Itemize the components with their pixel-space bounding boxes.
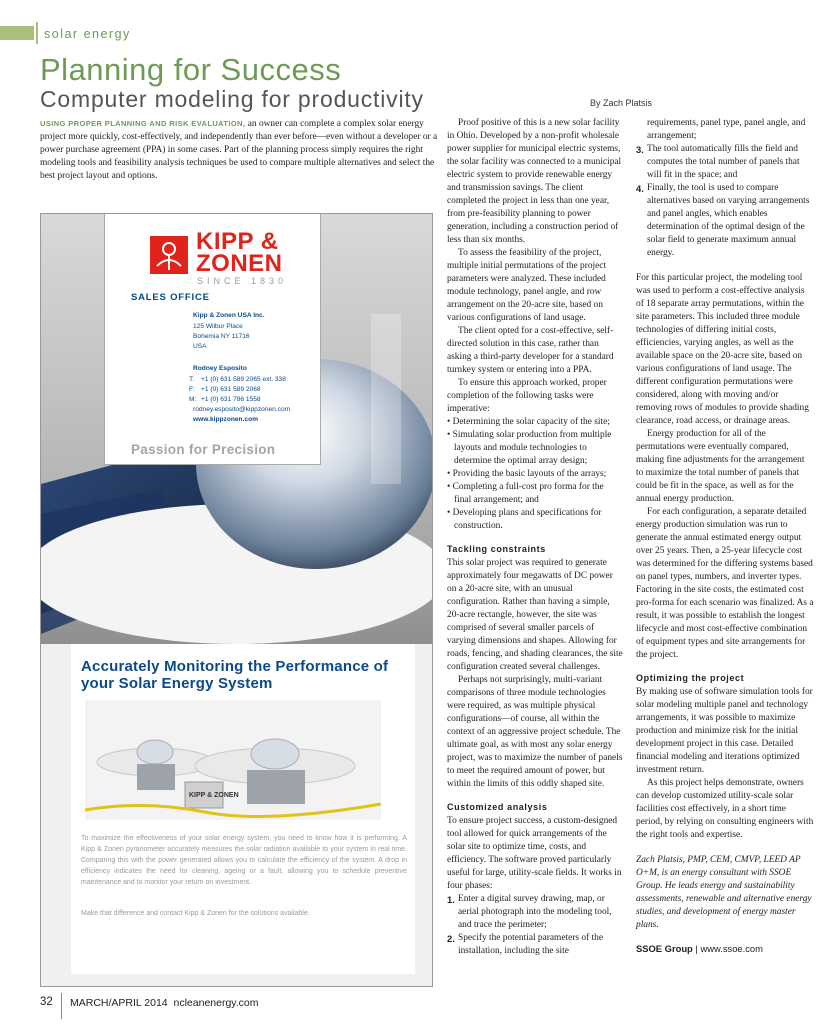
paragraph: By making use of software simulation tools for solar modeling multiple panel and technology arrangements, it was possible to maximize production and minimize risk for the initial development project in this case. Detailed financial modeling and iterations optimized investment return.: [636, 687, 813, 775]
paragraph: To assess the feasibility of the project, multiple initial permutations of the project parameters were analyzed. These included module technology, panel angle, and row arrangement on the 20-acre site, based on various configurations of land usage.: [447, 248, 607, 323]
intro-text: an owner can complete a complex solar energy project more quickly, cost-effectively, and independently than ever before—even without a developer or a power purchase agreement (PPA) in some cases. Part of the planning process simply requires the right modeling tools and feasibility analysis techniques be used to compare multiple alternatives and select the best project layout and options.: [40, 119, 438, 181]
ad-body-text: To maximize the effectiveness of your solar energy system, you need to know how it is performing. A Kipp & Zonen pyranometer accurately measures the solar radiation available to your system in real time. Comparing this with the power generated allows you to calculate the efficiency of the system. A drop in efficiency indicates the need for cleaning, ageing or a fault, allowing you to schedule preventive maintenance and to monitor your return on investment.: [81, 835, 407, 886]
ad-headline: Accurately Monitoring the Performance of your Solar Energy System: [81, 658, 389, 692]
logo-wordmark-line2: ZONEN: [196, 250, 283, 277]
footer-rule: [61, 993, 62, 1019]
phase-list-continued: [636, 117, 814, 260]
phone-number: +1 (0) 631 589 2065 ext. 338: [201, 376, 286, 383]
section-rule: [36, 22, 38, 44]
section-label: solar energy: [44, 27, 131, 41]
list-item: • Developing plans and specifications for construction.: [447, 508, 602, 531]
paragraph: To ensure project success, a custom-designed tool allowed for quick arrangements of the solar site to optimize time, costs, and efficiency. The software proved particularly useful for large, utility-scale fields. It works in four phases:: [447, 816, 622, 891]
office-company: Kipp & Zonen USA Inc.: [193, 312, 265, 319]
article-column-3: [636, 117, 814, 955]
article-column-2: [447, 117, 623, 958]
separator: |: [692, 943, 701, 954]
list-item: [636, 182, 814, 260]
task-list: [447, 416, 623, 533]
paragraph: The client opted for a cost-effective, self-directed solution in this case, rather than asking a third-party developer for a standard turnkey system or entering into a PPA.: [447, 326, 614, 375]
paragraph: For each configuration, a separate detailed energy production simulation was run to generate the annual estimated energy output over 25 years. Then, a 25-year lifecycle cost was determined for the differing systems based on panel types, numbers, and inverter types. Factoring in the site costs, the estimated cost pro-forma for each scenario was finalized. As a result, it was possible to establish the longest lifecycle and most cost-effective combination of equipment types and site arrangements for the project.: [636, 507, 814, 660]
product-label: KIPP & ZONEN: [189, 792, 239, 799]
step-number: 3.: [636, 144, 644, 155]
fax-label: F:: [189, 386, 195, 393]
company-name: SSOE Group: [636, 943, 693, 954]
intro-lead: USING PROPER PLANNING AND RISK EVALUATION,: [40, 119, 246, 128]
article-title: Planning for Success: [40, 52, 342, 87]
list-item: [447, 893, 623, 932]
sales-office-card: [104, 214, 321, 465]
sales-office-heading: SALES OFFICE: [131, 292, 210, 303]
office-address: USA: [193, 343, 207, 350]
paragraph: For this particular project, the modeling tool was used to perform a cost-effective analysis of 18 separate array permutations, within the site parameters. This included three module technologies of differing initial costs, efficiencies, varying angles, as well as the available space on the 20-acre site, based on various configurations of land usage. The different configuration permutations were considered, along with moving and/or removing rows of modules to provide shading clearance, road access, or drainage areas.: [636, 273, 809, 426]
list-item: • Providing the basic layouts of the arrays;: [447, 469, 607, 479]
publication-site[interactable]: ncleanenergy.com: [173, 997, 259, 1009]
tagline: Passion for Precision: [131, 442, 276, 457]
fax-number: +1 (0) 631 589 2068: [201, 386, 261, 393]
step-text: requirements, panel type, panel angle, and arrangement;: [647, 118, 806, 141]
step-text: The tool automatically fills the field and computes the total number of panels that will fit in the space; and: [647, 144, 800, 180]
byline: By Zach Platsis: [590, 98, 653, 108]
ad-text-panel: [71, 644, 415, 974]
list-item: • Simulating solar production from multiple layouts and module technologies to determine the optimal array design;: [447, 430, 612, 466]
article-subtitle: Computer modeling for productivity: [40, 86, 424, 112]
paragraph: Perhaps not surprisingly, multi-variant comparisons of three module technologies were required, as was multiple physical configurations—of course, all within the context of an aggressive project schedule. The ultimate goal, as with most any solar energy project, was to maximize the number of panels to meet the required amount of power, but within the limits of this oddly shaped site.: [447, 675, 623, 789]
issue-date: MARCH/APRIL 2014: [70, 997, 168, 1009]
kipp-zonen-logo-icon: [150, 236, 188, 274]
step-text: Enter a digital survey drawing, map, or aerial photograph into the modeling tool, and trace the perimeter;: [458, 894, 612, 930]
contact-name: Rodney Esposito: [193, 365, 247, 372]
logo-wordmark-line1: KIPP &: [196, 228, 279, 255]
footer-issue-line: [70, 997, 259, 1009]
office-address: 125 Wilbur Place: [193, 323, 243, 330]
list-item: • Determining the solar capacity of the site;: [447, 417, 610, 427]
subhead-optimizing: Optimizing the project: [636, 673, 745, 683]
phone-label: T:: [189, 376, 195, 383]
step-number: 4.: [636, 183, 644, 194]
page-number: 32: [40, 996, 53, 1008]
company-url[interactable]: www.ssoe.com: [700, 943, 763, 954]
list-item: • Completing a full-cost pro forma for the final arrangement; and: [447, 482, 604, 505]
phase-list: [447, 893, 623, 958]
paragraph: Proof positive of this is a new solar facility in Ohio. Developed by a non-profit wholesale power supplier for municipal electric systems, the solar facility was connected to a municipal electric system to provide renewable energy and transmission savings. The client completed the project in less than one year, from pre-feasibility planning to power generation, including a construction period of less than six months.: [447, 118, 622, 245]
subhead-analysis: Customized analysis: [447, 802, 548, 812]
mobile-number: +1 (0) 631 786 1558: [201, 396, 261, 403]
website-link[interactable]: www.kippzonen.com: [193, 416, 258, 423]
logo-since: SINCE 1830: [197, 276, 288, 286]
list-item: [636, 117, 814, 143]
step-text: Specify the potential parameters of the installation, including the site: [458, 933, 603, 956]
step-text: Finally, the tool is used to compare alternatives based on varying arrangements and panel angles, which enables determination of the optimal design of the solar field to generate maximum annual energy.: [647, 183, 810, 258]
step-number: 1.: [447, 894, 455, 905]
office-address: Bohemia NY 11716: [193, 333, 250, 340]
mobile-label: M:: [189, 396, 197, 403]
light-reflection: [371, 314, 401, 484]
ad-call-to-action: Make that difference and contact Kipp & Zonen for the solutions available.: [81, 910, 310, 917]
intro-paragraph: [40, 117, 440, 183]
paragraph: As this project helps demonstrate, owners can develop customized utility-scale solar facilities cost effectively, in a short time period, by relying on consulting engineers with the right tools and expertise.: [636, 778, 814, 840]
kipp-zonen-advertisement[interactable]: [40, 213, 433, 987]
paragraph: This solar project was required to generate approximately four megawatts of DC power on a 20-acre site, with an unusual configuration. Rather than having a simple, 20-acre rectangle, however, the site was comprised of several smaller parcels of varying dimensions and shapes. Allowing for roads, fencing, and shading clearances, the site configuration created several challenges.: [447, 558, 623, 672]
email-link[interactable]: rodney.esposito@kippzonen.com: [193, 406, 291, 413]
step-number: 2.: [447, 933, 455, 944]
author-company-line: [636, 942, 814, 955]
paragraph: Energy production for all of the permutations were eventually compared, making fine adjustments for the arrangement to maximize the total number of panels that could be fit in the space, as well as for the annual energy production.: [636, 429, 805, 504]
section-color-tab: [0, 26, 34, 40]
list-item: [447, 932, 623, 958]
author-bio: Zach Platsis, PMP, CEM, CMVP, LEED AP O+M, is an energy consultant with SSOE Group. He leads energy and sustainability assessments, renewable and alternative energy studies, and development of energy master plans.: [636, 855, 812, 930]
subhead-constraints: Tackling constraints: [447, 544, 546, 554]
pyranometer-product-image: [85, 700, 381, 820]
paragraph: To ensure this approach worked, proper completion of the following tasks were imperative:: [447, 378, 607, 414]
list-item: [636, 143, 814, 182]
